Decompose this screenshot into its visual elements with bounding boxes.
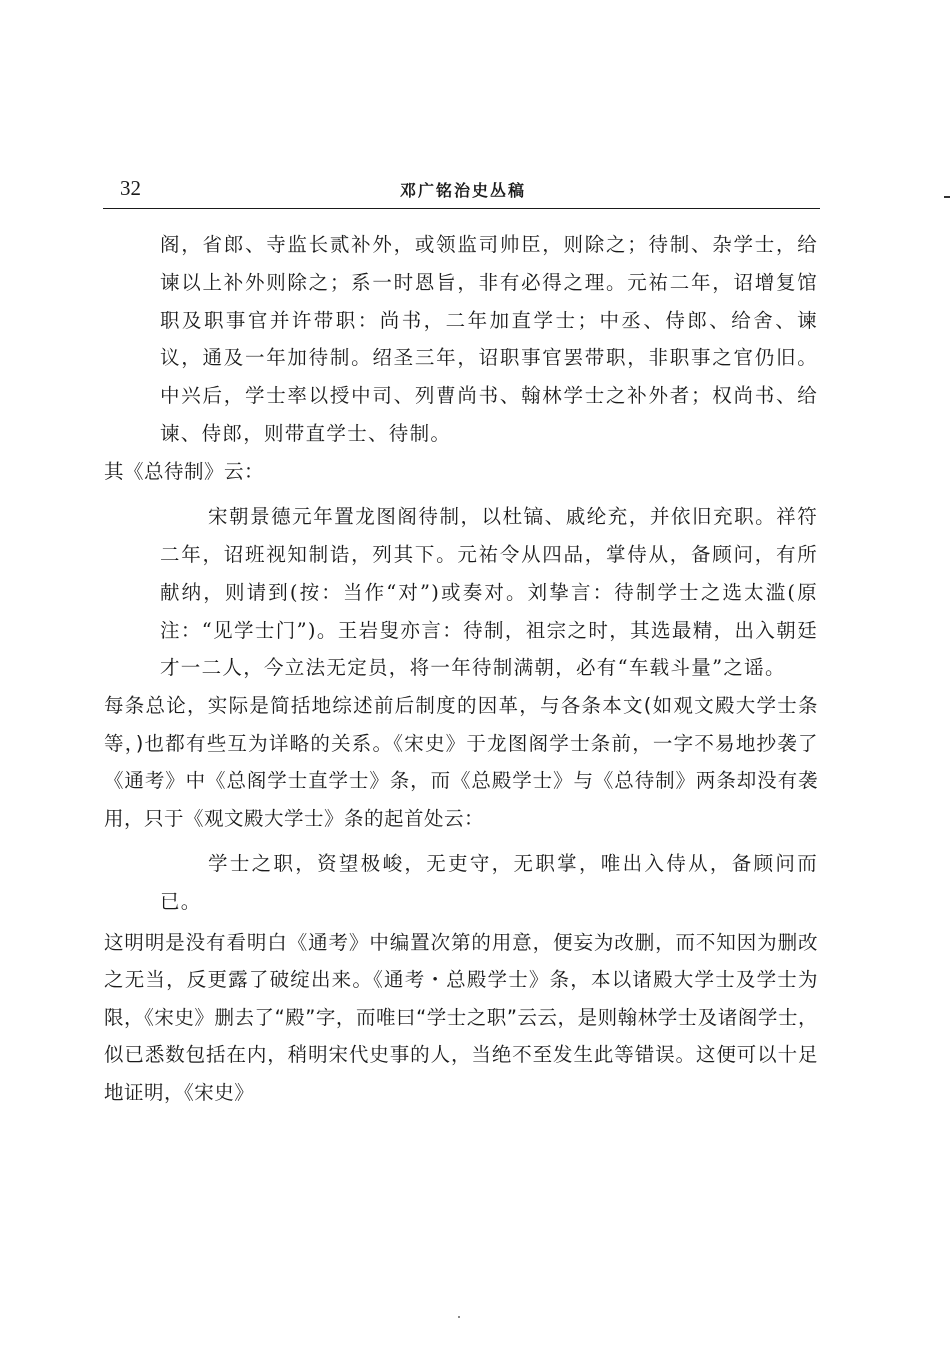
footer-dot — [458, 1316, 460, 1318]
running-title: 邓广铭治史丛稿 — [400, 181, 527, 200]
body-paragraph-1: 每条总论，实际是简括地综述前后制度的因革，与各条本文(如观文殿大学士条等，)也都有些互为详略的关系。《宋史》于龙图阁学士条前，一字不易地抄袭了《通考》中《总阁学士直学士》条，而《总殿学士》与《总待制》两条却没有袭用，只于《观文殿大学士》条的起首处云： — [104, 694, 818, 830]
intro-total-daizhi: 其《总待制》云： — [104, 459, 265, 483]
quote-block-academician-duty: 学士之职，资望极峻，无吏守，无职掌，唯出入侍从，备顾问而已。 — [160, 852, 818, 914]
body-paragraph-2: 这明明是没有看明白《通考》中编置次第的用意，便妄为改删，而不知因为删改之无当，反更露了破绽出来。《通考・总殿学士》条，本以诸殿大学士及学士为限，《宋史》删去了“殿”字，而唯曰“学士之职”云云，是则翰林学士及诸阁学士，似已悉数包括在内，稍明宋代史事的人，当绝不至发生此等错误。这便可以十足地证明，《宋史》 — [104, 930, 818, 1104]
edge-mark — [944, 196, 950, 198]
page-number: 32 — [120, 176, 141, 200]
quote-block-total-academicians: 阁，省郎、寺监长贰补外，或领监司帅臣，则除之；待制、杂学士，给谏以上补外则除之；系一时恩旨，非有必得之理。元祐二年，诏增复馆职及职事官并许带职：尚书，二年加直学士；中丞、侍郎、给舍、谏议，通及一年加待制。绍圣三年，诏职事官罢带职，非职事之官仍旧。中兴后，学士率以授中司、列曹尚书、翰林学士之补外者；权尚书、给谏、侍郎，则带直学士、待制。 — [160, 233, 818, 445]
header-rule — [103, 208, 820, 209]
page-body — [104, 226, 818, 1111]
quote-block-total-daizhi: 宋朝景德元年置龙图阁待制，以杜镐、戚纶充，并依旧充职。祥符二年，诏班视知制诰，列其下。元祐令从四品，掌侍从，备顾问，有所献纳，则请到(按：当作“对”)或奏对。刘挚言：待制学士之选太滥(原注：“见学士门”)。王岩叟亦言：待制，祖宗之时，其选最精，出入朝廷才一二人，今立法无定员，将一年待制满朝，必有“车载斗量”之谣。 — [160, 505, 818, 680]
